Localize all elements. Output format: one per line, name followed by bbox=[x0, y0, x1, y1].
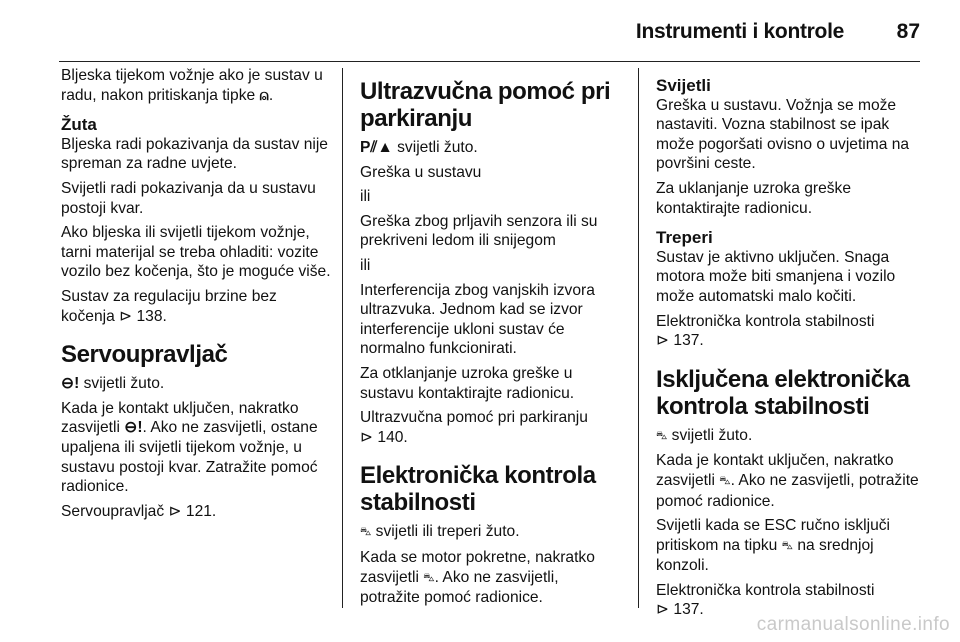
page-ref-arrow-icon: ⊳ bbox=[656, 332, 670, 350]
paragraph: Elektronička kontrola stabilnosti bbox=[656, 312, 875, 330]
text: na srednjoj konzoli. bbox=[656, 536, 874, 575]
paragraph bbox=[61, 66, 333, 105]
paragraph bbox=[61, 374, 333, 394]
text: Servoupravljač bbox=[61, 502, 169, 520]
paragraph: Greška zbog prljavih senzora ili su prekriveni ledom ili snijegom bbox=[360, 212, 598, 250]
text: 137. bbox=[669, 601, 704, 619]
text: svijetli ili treperi žuto. bbox=[371, 523, 520, 541]
power-steering-icon: ⊖! bbox=[124, 419, 143, 437]
paragraph bbox=[360, 548, 622, 608]
paragraph bbox=[61, 502, 333, 522]
parking-assist-icon: P⫽▲ bbox=[360, 139, 393, 156]
page-ref-arrow-icon: ⊳ bbox=[168, 502, 182, 520]
text: svijetli žuto. bbox=[79, 375, 165, 393]
text: 121. bbox=[181, 502, 217, 520]
text: 140. bbox=[373, 428, 408, 446]
text: svijetli žuto. bbox=[667, 426, 753, 444]
paragraph: Elektronička kontrola stabilnosti bbox=[656, 581, 875, 599]
text: . Ako ne zasvijetli, potražite pomoć radionice. bbox=[656, 471, 919, 510]
column-divider bbox=[342, 68, 343, 608]
heading-servoupravljac: Servoupravljač bbox=[61, 341, 228, 369]
page-number: 87 bbox=[896, 20, 920, 43]
paragraph: Za otklanjanje uzroka greške u sustavu kontaktirajte radionicu. bbox=[360, 364, 575, 402]
text: Kada je kontakt uključen, nakratko zasvijetli bbox=[61, 399, 299, 437]
esc-off-icon: ⛍ bbox=[656, 429, 668, 442]
column-3 bbox=[656, 64, 924, 625]
paragraph bbox=[656, 516, 924, 576]
paragraph: Interferencija zbog vanjskih izvora ultrazvuka. Jednom kad se izvor interferencije ukloni sustav će normalno funkcionirati. bbox=[360, 281, 595, 358]
text: Kada je kontakt uključen, nakratko zasvijetli bbox=[656, 452, 894, 489]
heading-svijetli: Svijetli bbox=[656, 76, 711, 95]
paragraph bbox=[360, 428, 622, 448]
paragraph bbox=[360, 138, 622, 158]
power-steering-icon: ⊖! bbox=[61, 375, 80, 393]
heading-parking-assist: Ultrazvučna pomoć pri parkiranju bbox=[360, 78, 611, 132]
paragraph: Sustav je aktivno uključen. Snaga motora može biti smanjena i vozilo može automatski malo kočiti. bbox=[656, 248, 896, 305]
page-header bbox=[59, 0, 920, 62]
paragraph bbox=[360, 522, 622, 543]
text: 137. bbox=[669, 332, 704, 350]
paragraph: Bljeska radi pokazivanja da sustav nije spreman za radne uvjete. bbox=[61, 135, 328, 173]
heading-esc: Elektronička kontrola stabilnosti bbox=[360, 462, 596, 517]
paragraph bbox=[656, 331, 924, 351]
paragraph: Greška u sustavu bbox=[360, 163, 482, 181]
paragraph bbox=[61, 287, 333, 326]
page-ref-arrow-icon: ⊳ bbox=[360, 428, 374, 446]
page-ref-arrow-icon: ⊳ bbox=[656, 601, 670, 619]
heading-treperi: Treperi bbox=[656, 228, 713, 248]
text: 138. bbox=[132, 307, 167, 325]
paragraph bbox=[61, 399, 333, 497]
text: Sustav za regulaciju brzine bez kočenja bbox=[61, 287, 277, 325]
paragraph: Greška u sustavu. Vožnja se može nastaviti. Vozna stabilnost se ipak može pogoršati ovisno o uvjetima na površini ceste. bbox=[656, 96, 910, 173]
esc-off-icon: ⛍ bbox=[719, 474, 731, 487]
text: . Ako ne zasvijetli, potražite pomoć radionice. bbox=[360, 568, 559, 607]
button-icon: ⍝ bbox=[259, 86, 269, 104]
text: . bbox=[268, 86, 274, 104]
column-1 bbox=[61, 64, 333, 526]
paragraph: ili bbox=[360, 188, 371, 206]
paragraph bbox=[656, 426, 924, 447]
paragraph bbox=[656, 451, 924, 511]
page-ref-arrow-icon: ⊳ bbox=[119, 307, 133, 325]
header-title: Instrumenti i kontrole bbox=[635, 20, 844, 43]
paragraph: Ultrazvučna pomoć pri parkiranju bbox=[360, 409, 588, 427]
text: svijetli žuto. bbox=[392, 139, 478, 156]
paragraph: Ako bljeska ili svijetli tijekom vožnje, tarni materijal se treba ohladiti: vozite vozilo bez kočenja, što je moguće više. bbox=[61, 224, 331, 281]
paragraph: ili bbox=[360, 256, 371, 274]
column-2 bbox=[360, 64, 622, 613]
esc-icon: ⛍ bbox=[360, 526, 372, 539]
watermark: carmanualsonline.info bbox=[756, 614, 950, 635]
text: Kada se motor pokretne, nakratko zasvijetli bbox=[360, 548, 595, 586]
heading-esc-off: Isključena elektronička kontrola stabilnosti bbox=[656, 365, 910, 420]
text: Bljeska tijekom vožnje ako je sustav u radu, nakon pritiskanja tipke bbox=[61, 67, 323, 104]
text: . Ako ne zasvijetli, ostane upaljena ili svijetli tijekom vožnje, u sustavu postoji kvar. Zatražite pomoć radionice. bbox=[61, 419, 318, 496]
paragraph: Svijetli radi pokazivanja da u sustavu postoji kvar. bbox=[61, 179, 316, 217]
esc-icon: ⛍ bbox=[423, 571, 435, 584]
paragraph: Za uklanjanje uzroka greške kontaktirajte radionicu. bbox=[656, 179, 852, 217]
heading-zuta: Žuta bbox=[61, 115, 97, 135]
column-divider bbox=[638, 68, 639, 608]
esc-off-icon: ⛍ bbox=[781, 539, 794, 552]
text: Svijetli kada se ESC ručno isključi pritiskom na tipku bbox=[656, 517, 890, 554]
